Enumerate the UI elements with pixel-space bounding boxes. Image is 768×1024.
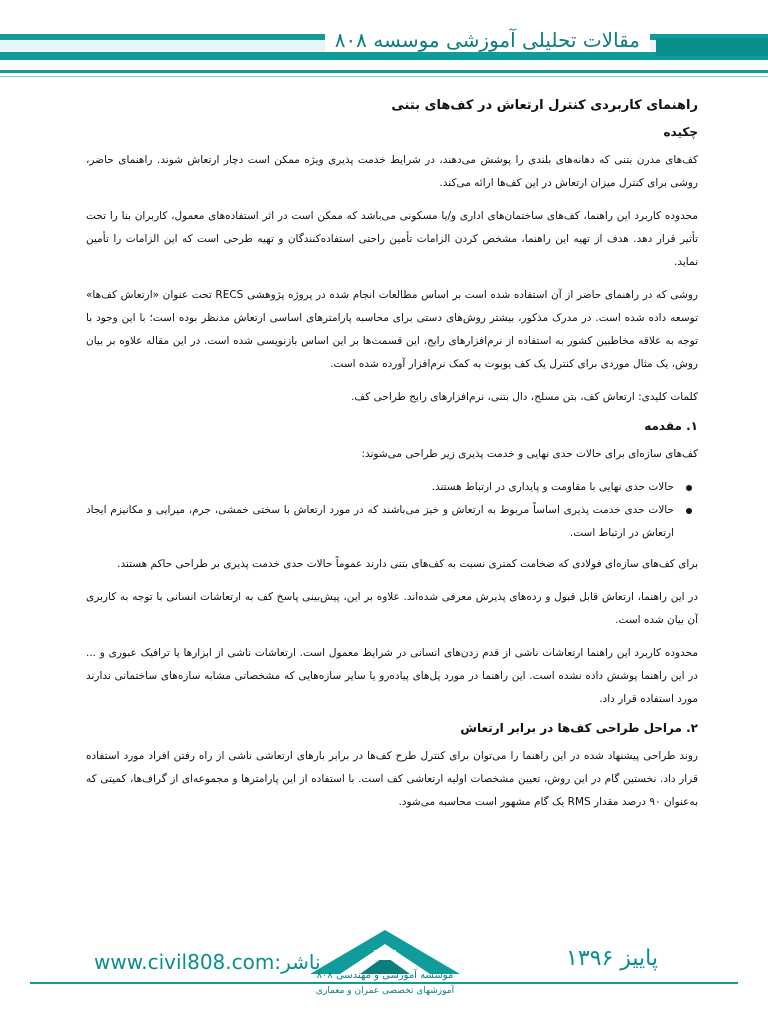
- footer-org-name: موسسه آموزشی و مهندسی ۸۰۸: [316, 970, 454, 981]
- bullet-text: حالات حدی نهایی با مقاومت و پایداری در ارتباط هستند.: [431, 481, 674, 493]
- header-title: مقالات تحلیلی آموزشی موسسه ۸۰۸: [325, 28, 650, 52]
- document-title: راهنمای کاربردی کنترل ارتعاش در کف‌های بتنی: [391, 98, 698, 113]
- footer-publisher-url: www.civil808.com:ناشر: [94, 950, 321, 974]
- footer-season: پاییز ۱۳۹۶: [566, 946, 658, 971]
- section-1-paragraph-2: برای کف‌های سازه‌ای فولادی که ضخامت کمتری نسبت به کف‌های بتنی دارند عموماً حالات حدی خدمت پذیری بر طراحی حاکم هستند.: [117, 558, 698, 570]
- page-header: [0, 0, 768, 92]
- section-1-paragraph-4: محدوده کاربرد این راهنما ارتعاشات ناشی از قدم زدن‌های انسانی در شرایط معمول است. ارتعاشات ناشی از ابزارها یا ترافیک عبوری و ... در این راهنما پوشش داده نشده است. این راهنما در مورد پل‌های پیاده‌رو یا سایر سازه‌هایی که مشخصاتی مشابه سازه‌های ساختمانی ندارند مورد استفاده قرار داد.: [86, 647, 698, 705]
- header-rule: [0, 70, 768, 73]
- section-1-paragraph-1: کف‌های سازه‌ای برای حالات حدی نهایی و خدمت پذیری زیر طراحی می‌شوند:: [361, 448, 698, 460]
- header-rule-thin: [0, 76, 768, 77]
- abstract-paragraph-1: کف‌های مدرن بتنی که دهانه‌های بلندی را پوشش می‌دهند، در شرایط خدمت پذیری ویژه ممکن است دچار ارتعاش شوند. راهنمای حاضر، روشی برای کنترل میزان ارتعاش در این کف‌ها ارائه می‌کند.: [86, 154, 698, 189]
- bullet-text: حالات حدی خدمت پذیری اساساً مربوط به ارتعاش و خیز می‌باشند که در مورد ارتعاش با سختی خمشی، جرم، میرایی و مکانیزم ایجاد ارتعاش در ارتباط است.: [86, 504, 674, 539]
- section-2-paragraph-1: روند طراحی پیشنهاد شده در این راهنما را می‌توان برای کنترل طرح کف‌ها در برابر بارهای ارتعاشی ناشی از راه رفتن افراد مورد استفاده قرار داد. نخستین گام در این روش، تعیین مشخصات اولیه ارتعاشی کف است. با استفاده از این پارامترها و مجموعه‌ای از گراف‌ها، کمیتی که به‌عنوان ۹۰ درصد مقدار RMS یک گام مشهور است محاسبه می‌شود.: [86, 750, 698, 808]
- section-1-heading: ۱. مقدمه: [644, 419, 698, 433]
- section-2-heading: ۲. مراحل طراحی کف‌ها در برابر ارتعاش: [460, 721, 698, 735]
- bullet-icon: [686, 485, 692, 491]
- abstract-paragraph-2: محدوده کاربرد این راهنما، کف‌های ساختمان‌های اداری و/یا مسکونی می‌باشد که ممکن است در اثر استفاده‌های معمول، کاربران بنا را تحت تأثیر قرار دهد. هدف از تهیه این راهنما، مشخص کردن الزامات تأمین راحتی استفاده‌کنندگان و تهیه طرحی است که این الزامات را تأمین نماید.: [86, 210, 698, 268]
- bullet-item: [86, 476, 698, 499]
- header-accent-bar: [656, 38, 768, 56]
- bullet-icon: [686, 508, 692, 514]
- section-1-paragraph-3: در این راهنما، ارتعاش قابل قبول و رده‌های پذیرش معرفی شده‌اند. علاوه بر این، پیش‌بینی پاسخ کف به ارتعاشات انسانی با توجه به کاربری آن بیان شده است.: [86, 591, 698, 626]
- abstract-heading: چکیده: [663, 125, 698, 139]
- bullet-item: [86, 499, 698, 545]
- section-1-bullet-list: [86, 476, 698, 545]
- abstract-paragraph-3: روشی که در راهنمای حاضر از آن استفاده شده است بر اساس مطالعات انجام شده در پروژه پژوهشی RECS تحت عنوان «ارتعاش کف‌ها» توسعه داده شده است. در مدرک مذکور، بیشتر روش‌های دستی برای محاسبه پارامترهای اساسی ارتعاش مدنظر بوده است؛ با این وجود با توجه به علاقه مخاطبین کشور به استفاده از نرم‌افزارهای رایج، این قسمت‌ها بر این اساس بازنویسی شده است. در این مقاله علاوه بر بیان روش، یک مثال موردی برای کنترل یک کف یوبوت به کمک نرم‌افزار آورده شده است.: [86, 289, 698, 370]
- logo-mountain-icon: [300, 926, 470, 976]
- document-body: [86, 92, 698, 900]
- page-footer: [0, 918, 768, 1024]
- keywords: کلمات کلیدی: ارتعاش کف، بتن مسلح، دال بتنی، نرم‌افزارهای رایج طراحی کف.: [351, 391, 698, 403]
- footer-org-tagline: آموزشهای تخصصی عمران و معماری: [315, 986, 455, 996]
